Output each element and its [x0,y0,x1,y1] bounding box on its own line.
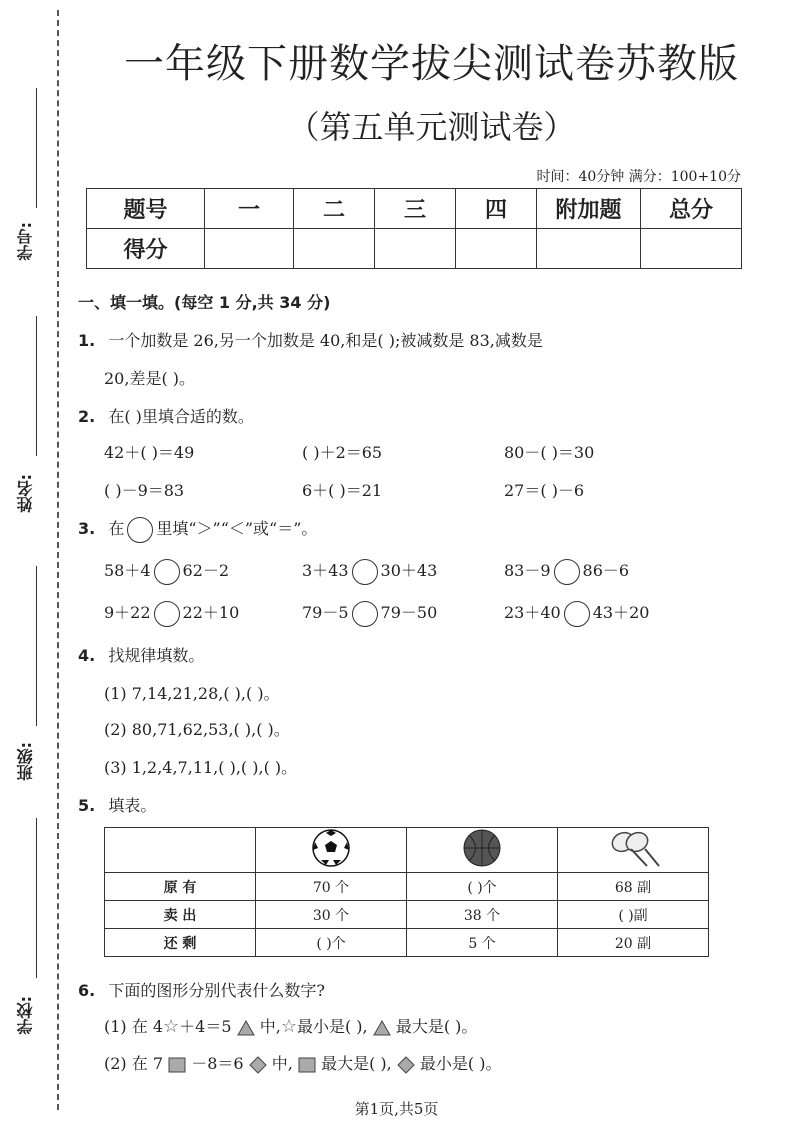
star-icon: ☆ [163,1016,180,1037]
score-row-label: 得分 [87,229,205,269]
question-number: 4. [78,646,96,665]
compare-circle[interactable] [154,559,180,585]
basketball-icon [462,828,502,868]
score-header-cell: 四 [456,189,537,229]
fill-row-label: 原 有 [105,873,256,901]
fill-cell[interactable]: ( )个 [407,873,558,901]
question-text: 一个加数是 26,另一个加数是 40,和是( );被减数是 83,减数是 [108,331,543,350]
score-blank-cell[interactable] [537,229,641,269]
exam-meta: 时间：40分钟 满分：100+10分 [536,169,741,185]
class-blank-line [36,566,37,726]
compare-left: 3＋43 [302,561,349,580]
fill-table-corner [105,828,256,873]
fill-cell: 30 个 [256,901,407,929]
q2-item: 42＋( )＝49 [104,443,195,462]
score-header-cell: 附加题 [537,189,641,229]
school-blank-line [36,818,37,978]
q6-line2 [104,1051,502,1074]
section-title: 一、填一填。(每空 1 分,共 34 分) [78,293,331,312]
id-blank-line [36,88,37,208]
square-icon [298,1057,316,1073]
page-subtitle: （第五单元测试卷） [287,108,576,146]
question-number: 2. [78,407,96,426]
score-blank-cell[interactable] [205,229,294,269]
fill-table-icon-cell [558,828,709,873]
question-text: 下面的图形分别代表什么数字? [108,981,325,1000]
question-1 [78,328,543,351]
question-number: 1. [78,331,96,350]
fill-row-label: 还 剩 [105,929,256,957]
diamond-icon [249,1056,267,1074]
q6-line1 [104,1014,477,1037]
compare-left: 83－9 [504,561,551,580]
name-blank-line [36,316,37,456]
circle-icon [127,517,153,543]
triangle-icon [237,1020,255,1036]
badminton-rackets-icon [603,828,663,868]
question-6 [78,978,325,1001]
fill-cell: 70 个 [256,873,407,901]
fill-cell: 20 副 [558,929,709,957]
q6-text: 最大是( )。 [395,1017,478,1036]
score-blank-cell[interactable] [375,229,456,269]
name-label: 姓名: [16,474,35,513]
q2-item: ( )＋2＝65 [302,443,383,462]
question-5 [78,793,156,816]
q6-text: －8＝6 [191,1054,244,1073]
fill-cell: 5 个 [407,929,558,957]
score-header-cell: 总分 [641,189,742,229]
score-header-cell: 一 [205,189,294,229]
score-header-cell: 题号 [87,189,205,229]
star-icon: ☆ [280,1016,297,1037]
fill-cell: 38 个 [407,901,558,929]
fill-table [104,827,709,957]
q3-item [504,558,629,585]
q2-item: 80－( )＝30 [504,443,595,462]
q3-item [302,600,437,627]
score-header-cell: 二 [294,189,375,229]
compare-right: 22＋10 [182,603,240,622]
score-blank-cell[interactable] [456,229,537,269]
compare-circle[interactable] [352,601,378,627]
q6-text: 最小是( )。 [419,1054,502,1073]
score-blank-cell[interactable] [294,229,375,269]
compare-left: 9＋22 [104,603,151,622]
compare-right: 43＋20 [592,603,650,622]
q6-text: (1) 在 4 [104,1017,164,1036]
compare-circle[interactable] [352,559,378,585]
question-2 [78,404,254,427]
fill-cell: 68 副 [558,873,709,901]
compare-left: 79－5 [302,603,349,622]
q3-item [504,600,649,627]
compare-right: 30＋43 [380,561,438,580]
question-number: 5. [78,796,96,815]
triangle-icon [373,1020,391,1036]
compare-left: 23＋40 [504,603,561,622]
page-footer: 第1页,共5页 [354,1100,439,1118]
question-number: 3. [78,519,96,538]
q4-item: (2) 80,71,62,53,( ),( )。 [104,720,290,739]
compare-right: 86－6 [582,561,630,580]
page-title: 一年级下册数学拔尖测试卷苏教版 [124,41,739,87]
question-number: 6. [78,981,96,1000]
compare-circle[interactable] [154,601,180,627]
q2-item: ( )－9＝83 [104,481,185,500]
q6-text: (2) 在 7 [104,1054,164,1073]
q3-item [104,600,239,627]
score-blank-cell[interactable] [641,229,742,269]
q6-text: 最大是( ), [321,1054,392,1073]
square-icon [168,1057,186,1073]
q6-text: ＋4＝5 [179,1017,232,1036]
question-text-pre: 在 [108,519,125,538]
q3-item [104,558,229,585]
question-4 [78,643,204,666]
diamond-icon [397,1056,415,1074]
q6-text: 最小是( ), [296,1017,368,1036]
question-1-line2: 20,差是( )。 [104,369,196,388]
soccer-ball-icon [311,828,351,868]
score-header-cell: 三 [375,189,456,229]
question-text: 填表。 [108,796,157,815]
question-3 [78,516,317,543]
compare-circle[interactable] [564,601,590,627]
question-text: 找规律填数。 [108,646,205,665]
fill-cell[interactable]: ( )个 [256,929,407,957]
fill-cell[interactable]: ( )副 [558,901,709,929]
binding-dashed-line [57,10,59,1110]
score-table [86,188,742,269]
q2-item: 27＝( )－6 [504,481,585,500]
fill-table-icon-cell [407,828,558,873]
id-label: 学号: [16,222,35,261]
question-text: 在( )里填合适的数。 [108,407,254,426]
q2-item: 6＋( )＝21 [302,481,383,500]
fill-row-label: 卖 出 [105,901,256,929]
q6-text: 中, [259,1017,281,1036]
fill-table-icon-cell [256,828,407,873]
compare-right: 62－2 [182,561,230,580]
q4-item: (3) 1,2,4,7,11,( ),( ),( )。 [104,758,298,777]
class-label: 班级: [16,742,35,781]
question-text-post: 里填“＞”“＜”或“＝”。 [156,519,318,538]
q4-item: (1) 7,14,21,28,( ),( )。 [104,684,280,703]
compare-left: 58＋4 [104,561,151,580]
compare-circle[interactable] [554,559,580,585]
school-label: 学校: [16,996,35,1035]
compare-right: 79－50 [380,603,438,622]
q6-text: 中, [271,1054,293,1073]
q3-item [302,558,437,585]
